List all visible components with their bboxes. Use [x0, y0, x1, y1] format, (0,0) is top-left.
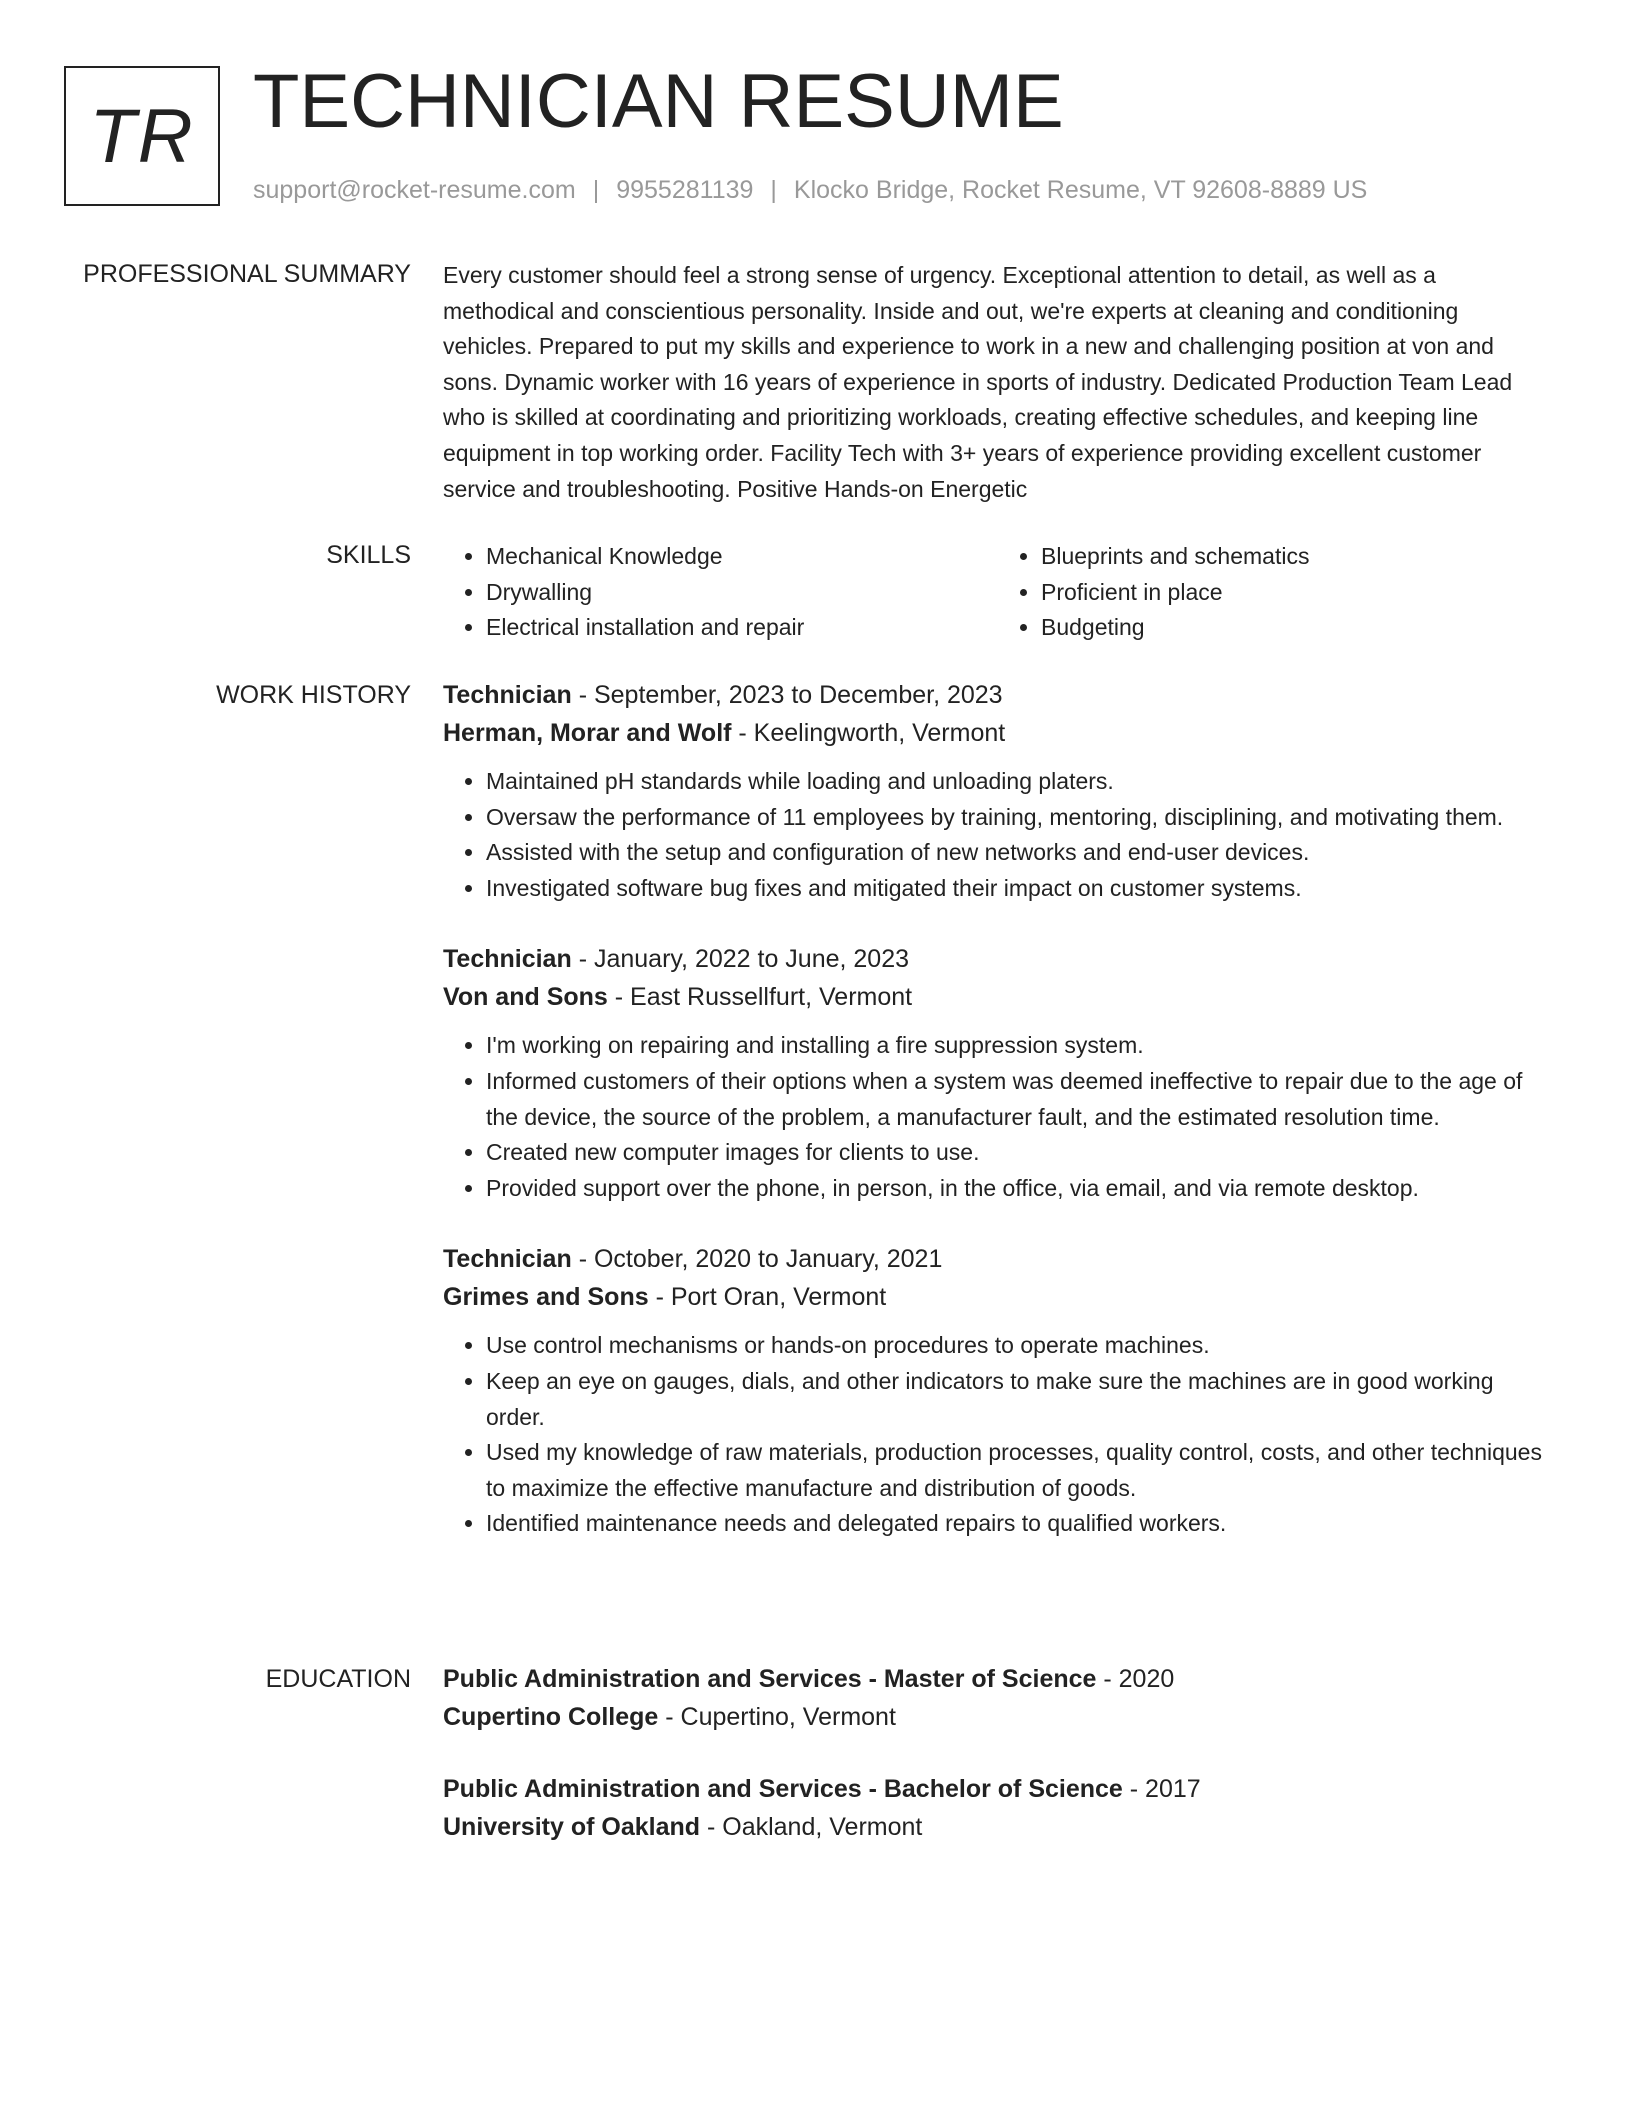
- summary-text: Every customer should feel a strong sense of urgency. Exceptional attention to detail, as well as a methodical and conscientious personality. Inside and out, we're experts at cleaning and conditioning vehicles. Prepared to put my skills and experience to work in a new and challenging position at von and sons. Dynamic worker with 16 years of experience in sports of industry. Dedicated Production Team Lead who is skilled at coordinating and prioritizing workloads, creating effective schedules, and keeping line equipment in top working order. Facility Tech with 3+ years of experience providing excellent customer service and troubleshooting. Positive Hands-on Energetic: [443, 262, 1513, 502]
- resume-title: TECHNICIAN RESUME: [253, 59, 1064, 144]
- contact-separator: |: [770, 176, 777, 204]
- education-entry: [443, 1660, 1553, 1736]
- job-bullet: • Investigated software bug fixes and mitigated their impact on customer systems.: [486, 871, 1553, 907]
- job-title-line: [443, 1240, 1553, 1278]
- job-location: - Port Oran, Vermont: [648, 1283, 887, 1312]
- education-degree-line: [443, 1770, 1553, 1808]
- job-bullet: • Provided support over the phone, in person, in the office, via email, and via remote desktop.: [486, 1171, 1553, 1207]
- skill-item: • Blueprints and schematics: [1041, 539, 1553, 575]
- skill-item: • Drywalling: [486, 575, 998, 611]
- contact-line: [253, 174, 1367, 206]
- education-location: - Oakland, Vermont: [700, 1813, 923, 1841]
- contact-email: support@rocket-resume.com: [253, 176, 576, 204]
- contact-phone: 9955281139: [616, 176, 754, 204]
- job-title: Technician: [443, 945, 572, 974]
- education-body: [443, 1660, 1553, 1880]
- education-year: - 2020: [1096, 1665, 1175, 1693]
- education-degree: Public Administration and Services - Master of Science: [443, 1665, 1097, 1693]
- skill-item: • Mechanical Knowledge: [486, 539, 998, 575]
- job-bullet: • Assisted with the setup and configuration of new networks and end-user devices.: [486, 835, 1553, 871]
- education-degree: Public Administration and Services - Bachelor of Science: [443, 1775, 1123, 1803]
- job-bullet: • Created new computer images for clients to use.: [486, 1135, 1553, 1171]
- skills-grid: [443, 539, 1553, 646]
- skills-column-right: [998, 539, 1553, 646]
- education-school: Cupertino College: [443, 1703, 659, 1731]
- education-school-line: [443, 1698, 1553, 1736]
- job-title-line: [443, 676, 1553, 714]
- work-history-body: [443, 676, 1553, 1576]
- job-location: - Keelingworth, Vermont: [731, 719, 1006, 747]
- job-company: Grimes and Sons: [443, 1283, 649, 1312]
- skill-item: • Proficient in place: [1041, 575, 1553, 611]
- job-dates: - October, 2020 to January, 2021: [571, 1245, 943, 1274]
- job-title: Technician: [443, 1245, 572, 1274]
- job-company: Herman, Morar and Wolf: [443, 719, 732, 747]
- job-company-line: [443, 978, 1553, 1016]
- education-entry: [443, 1770, 1553, 1846]
- education-label: EDUCATION: [265, 1665, 411, 1693]
- education-school: University of Oakland: [443, 1813, 701, 1841]
- job-bullet: • Use control mechanisms or hands-on procedures to operate machines.: [486, 1328, 1553, 1364]
- skills-label: SKILLS: [326, 541, 411, 569]
- job-bullet: • Used my knowledge of raw materials, production processes, quality control, costs, and other techniques to maximize the effective manufacture and distribution of goods.: [486, 1435, 1553, 1506]
- job-bullet: • Oversaw the performance of 11 employees by training, mentoring, disciplining, and motivating them.: [486, 800, 1553, 836]
- job-bullet: • I'm working on repairing and installing a fire suppression system.: [486, 1028, 1553, 1064]
- job-company-line: [443, 1278, 1553, 1316]
- job-title: Technician: [443, 681, 572, 709]
- job-entry: [443, 1240, 1553, 1542]
- skill-item: • Electrical installation and repair: [486, 610, 998, 646]
- monogram-initials: TR: [89, 93, 195, 179]
- job-entry: [443, 940, 1553, 1206]
- work-history-label: WORK HISTORY: [216, 681, 411, 709]
- education-degree-line: [443, 1660, 1553, 1698]
- job-dates: - September, 2023 to December, 2023: [571, 681, 1003, 709]
- job-bullet: • Identified maintenance needs and delegated repairs to qualified workers.: [486, 1506, 1553, 1542]
- job-bullets: [443, 1328, 1553, 1542]
- skills-body: [443, 539, 1553, 646]
- job-bullet: • Maintained pH standards while loading and unloading platers.: [486, 764, 1553, 800]
- job-company-line: [443, 714, 1553, 752]
- job-dates: - January, 2022 to June, 2023: [571, 945, 910, 974]
- contact-address: Klocko Bridge, Rocket Resume, VT 92608-8889 US: [793, 176, 1368, 204]
- job-title-line: [443, 940, 1553, 978]
- summary-body: [443, 258, 1553, 507]
- job-bullets: [443, 764, 1553, 906]
- education-year: - 2017: [1122, 1775, 1201, 1803]
- job-company: Von and Sons: [443, 983, 608, 1012]
- education-school-line: [443, 1808, 1553, 1846]
- skills-column-left: [443, 539, 998, 646]
- summary-label: PROFESSIONAL SUMMARY: [83, 260, 411, 288]
- education-location: - Cupertino, Vermont: [658, 1703, 896, 1731]
- job-bullets: [443, 1028, 1553, 1206]
- job-entry: [443, 676, 1553, 906]
- skill-item: • Budgeting: [1041, 610, 1553, 646]
- job-bullet: • Keep an eye on gauges, dials, and other indicators to make sure the machines are in good working order.: [486, 1364, 1553, 1435]
- job-bullet: • Informed customers of their options when a system was deemed ineffective to repair due to the age of the device, the source of the problem, a manufacturer fault, and the estimated resolution time.: [486, 1064, 1553, 1135]
- contact-separator: |: [592, 176, 600, 204]
- monogram-box: [64, 66, 220, 206]
- job-location: - East Russellfurt, Vermont: [607, 983, 913, 1012]
